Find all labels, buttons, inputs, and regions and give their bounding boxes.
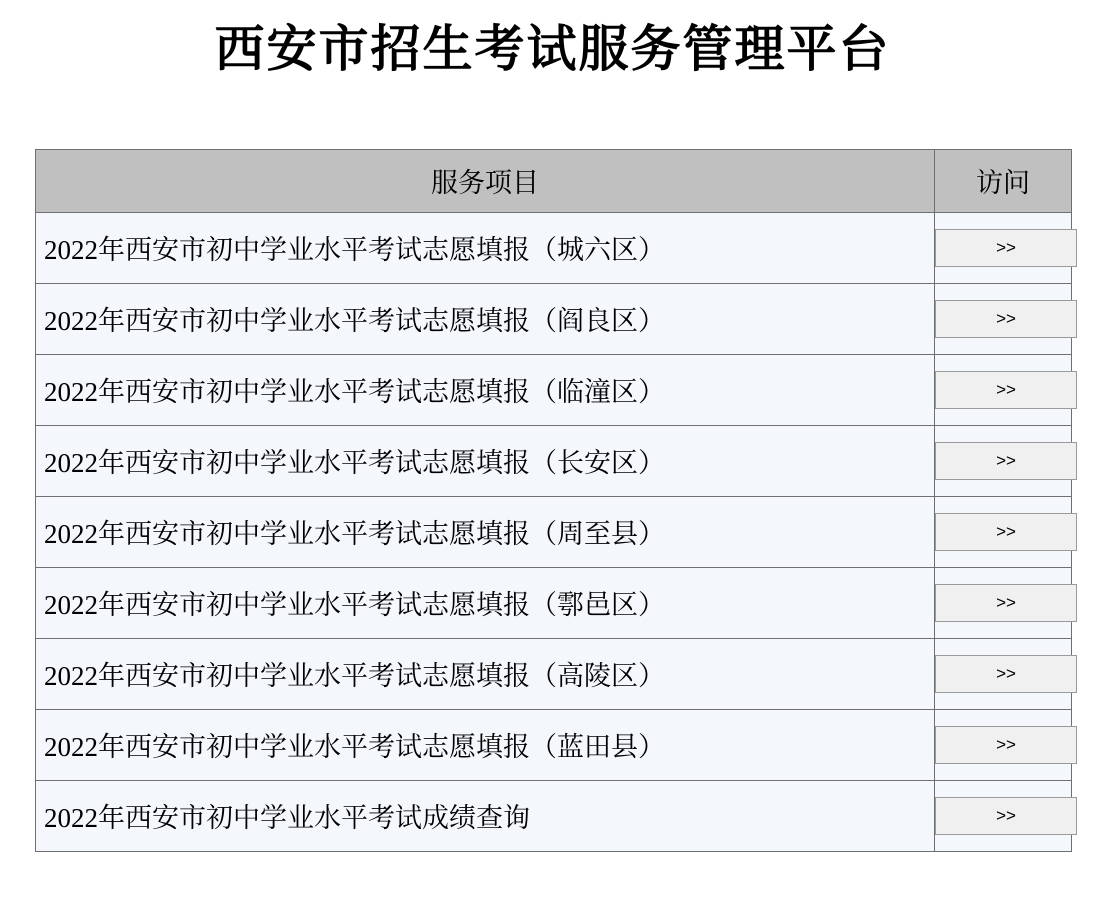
access-button[interactable]: >> — [935, 229, 1077, 267]
access-cell — [935, 496, 1072, 567]
access-cell — [935, 709, 1072, 780]
service-item-label: 2022年西安市初中学业水平考试志愿填报（鄠邑区） — [36, 567, 935, 638]
service-item-label: 2022年西安市初中学业水平考试志愿填报（蓝田县） — [36, 709, 935, 780]
table-header — [36, 149, 1072, 212]
service-item-label: 2022年西安市初中学业水平考试志愿填报（周至县） — [36, 496, 935, 567]
column-header-service-item: 服务项目 — [36, 149, 935, 212]
table-row — [36, 709, 1072, 780]
access-button[interactable]: >> — [935, 300, 1077, 338]
access-button[interactable]: >> — [935, 371, 1077, 409]
table-row — [36, 283, 1072, 354]
service-table-container — [0, 149, 1105, 852]
access-cell — [935, 567, 1072, 638]
access-cell — [935, 212, 1072, 283]
service-table — [35, 149, 1072, 852]
table-row — [36, 425, 1072, 496]
access-cell — [935, 638, 1072, 709]
access-cell — [935, 780, 1072, 851]
service-item-label: 2022年西安市初中学业水平考试志愿填报（阎良区） — [36, 283, 935, 354]
service-item-label: 2022年西安市初中学业水平考试成绩查询 — [36, 780, 935, 851]
access-button[interactable]: >> — [935, 442, 1077, 480]
service-item-label: 2022年西安市初中学业水平考试志愿填报（临潼区） — [36, 354, 935, 425]
access-button[interactable]: >> — [935, 584, 1077, 622]
column-header-access: 访问 — [935, 149, 1072, 212]
access-cell — [935, 425, 1072, 496]
table-row — [36, 212, 1072, 283]
access-button[interactable]: >> — [935, 513, 1077, 551]
table-row — [36, 496, 1072, 567]
access-button[interactable]: >> — [935, 726, 1077, 764]
access-button[interactable]: >> — [935, 797, 1077, 835]
page-title: 西安市招生考试服务管理平台 — [214, 21, 891, 77]
table-body — [36, 212, 1072, 851]
access-cell — [935, 354, 1072, 425]
table-row — [36, 567, 1072, 638]
access-button[interactable]: >> — [935, 655, 1077, 693]
service-item-label: 2022年西安市初中学业水平考试志愿填报（高陵区） — [36, 638, 935, 709]
table-row — [36, 354, 1072, 425]
table-row — [36, 780, 1072, 851]
access-cell — [935, 283, 1072, 354]
table-row — [36, 638, 1072, 709]
service-item-label: 2022年西安市初中学业水平考试志愿填报（城六区） — [36, 212, 935, 283]
table-header-row — [36, 149, 1072, 212]
service-item-label: 2022年西安市初中学业水平考试志愿填报（长安区） — [36, 425, 935, 496]
